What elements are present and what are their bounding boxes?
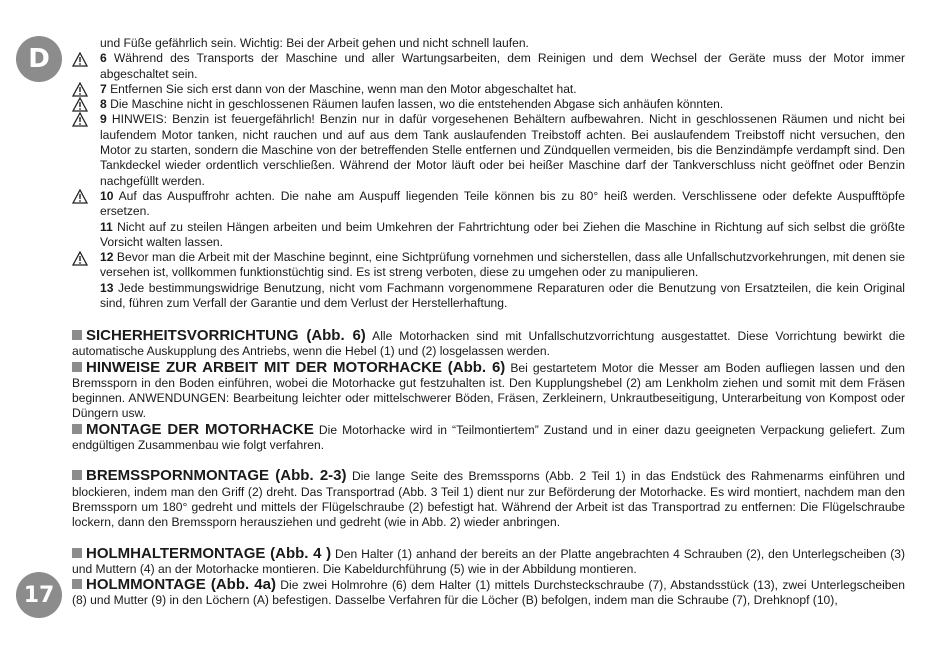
section-brake-spur-assembly: BREMSSPORNMONTAGE (Abb. 2-3) Die lange Seite des Bremssporns (Abb. 2 Teil 1) in das Endstück des Rahmenarms einführen und blockieren, indem man den Griff (2) dreht. Das Transportrad (Abb. 3 Teil 1) dient nur zur Beförderung der Motorhacke. Es wird montiert, nachdem man den Bremssporn um 180° gedreht und mittels der Flügelschraube (2) befestigt hat. Während der Arbeit ist das Transportrad zu entfernen: Die Flügelschraube lockern, dann den Bremssporn herausziehen und gedreht (wie in Abb. 2) wieder anbringen. xyxy=(72,467,905,530)
section-heading: BREMSSPORNMONTAGE (Abb. 2-3) xyxy=(86,467,347,485)
square-bullet-icon xyxy=(72,424,82,434)
square-bullet-icon xyxy=(72,548,82,558)
square-bullet-icon xyxy=(72,330,82,340)
safety-item-12: 12 Bevor man die Arbeit mit der Maschine beginnt, eine Sichtprüfung vornehmen und sicherstellen, dass alle Unfallschutzvorkehrungen, mit denen sie versehen ist, vollkommen funktionstüchtig sind. Es ist streng verboten, diese zu umgehen oder zu manipulieren. xyxy=(100,250,905,280)
warning-icon xyxy=(72,112,88,127)
warning-icon xyxy=(72,97,88,112)
section-heading: HOLMMONTAGE (Abb. 4a) xyxy=(86,576,276,594)
section-handle-assembly: HOLMMONTAGE (Abb. 4a) Die zwei Holmrohre (6) dem Halter (1) mittels Durchsteckschraube (7), Abstandsstück (13), zwei Unterlegscheiben (8) und Mutter (9) in den Löchern (A) befestigen. Dasselbe Verfahren für die Löcher (B) befolgen, indem man die Schraube (7), Drehknopf (10), xyxy=(72,576,905,608)
square-bullet-icon xyxy=(72,470,82,480)
safety-instructions xyxy=(100,36,905,311)
section-heading: HOLMHALTERMONTAGE (Abb. 4 ) xyxy=(86,544,332,562)
safety-item-13: 13 Jede bestimmungswidrige Benutzung, nicht vom Fachmann vorgenommene Reparaturen oder die Benutzung von Ersatzteilen, die kein Original sind, führen zum Verfall der Garantie und dem Verlust der Herstellerhaftung. xyxy=(100,280,905,311)
safety-item-11: 11 Nicht auf zu steilen Hängen arbeiten und beim Umkehren der Fahrtrichtung oder bei Ziehen die Maschine in Richtung auf sich selbst die größte Vorsicht walten lassen. xyxy=(100,219,905,249)
section-handle-holder-assembly: HOLMHALTERMONTAGE (Abb. 4 ) Den Halter (1) anhand der bereits an der Platte angebrachten 4 Schrauben (2), den Unterlegscheiben (3) und Muttern (4) an der Motorhacke montieren. Die Kabeldurchführung (5) wie in der Abbildung montieren. xyxy=(72,544,905,576)
section-heading: HINWEISE ZUR ARBEIT MIT DER MOTORHACKE (Abb. 6) xyxy=(86,358,506,376)
language-badge: D xyxy=(16,36,62,82)
section-safety-device: SICHERHEITSVORRICHTUNG (Abb. 6) Alle Motorhacken sind mit Unfallschutzvorrichtung ausgestattet. Diese Vorrichtung bewirkt die automatische Auskupplung des Antriebs, wenn die Hebel (1) und (2) losgelassen werden. xyxy=(72,327,905,359)
warning-icon xyxy=(72,52,88,67)
safety-item-9: 9 HINWEIS: Benzin ist feuergefährlich! Benzin nur in dafür vorgesehenen Behältern aufbewahren. Nicht in geschlossenen Räumen und nicht bei laufendem Motor tanken, nicht rauchen und auf aus dem Tank auslaufenden Treibstoff achten. Bei auslaufendem Treibstoff nicht versuchen, den Motor zu starten, sondern die Maschine von der betreffenden Stelle entfernen und Zündquellen vermeiden, bis die Benzindämpfe verdampft sind. Den Tankdeckel wieder ordentlich verschließen. Während der Motor läuft oder bei heißer Maschine darf der Tankverschluss nicht geöffnet oder Benzin nachgefüllt werden. xyxy=(100,112,905,188)
assembly-sections xyxy=(72,328,905,609)
safety-item-7: 7 Entfernen Sie sich erst dann von der Maschine, wenn man den Motor abgeschaltet hat. xyxy=(100,81,577,96)
safety-item-8: 8 Die Maschine nicht in geschlossenen Räumen laufen lassen, wo die entstehenden Abgase sich anhäufen könnten. xyxy=(100,97,724,112)
section-tiller-assembly: MONTAGE DER MOTORHACKE Die Motorhacke wird in “Teilmontiertem” Zustand und in einer dazu geeigneten Verpackung geliefert. Zum endgültigen Zusammenbau wie folgt verfahren. xyxy=(72,420,905,453)
square-bullet-icon xyxy=(72,362,82,372)
safety-item-6: 6 Während des Transports der Maschine und aller Wartungsarbeiten, dem Reinigen und dem Wechsel der Geräte muss der Motor immer abgeschaltet sein. xyxy=(100,51,905,81)
safety-item: und Füße gefährlich sein. Wichtig: Bei der Arbeit gehen und nicht schnell laufen. xyxy=(100,36,529,50)
warning-icon xyxy=(72,82,88,97)
section-heading: MONTAGE DER MOTORHACKE xyxy=(86,420,314,438)
safety-item-10: 10 Auf das Auspuffrohr achten. Die nahe am Auspuff liegenden Teile können bis zu 80° heiß werden. Verschlissene oder defekte Auspufftöpfe ersetzen. xyxy=(100,188,905,219)
square-bullet-icon xyxy=(72,579,82,589)
warning-icon xyxy=(72,251,88,266)
section-heading: SICHERHEITSVORRICHTUNG (Abb. 6) xyxy=(86,327,366,344)
section-work-notes: HINWEISE ZUR ARBEIT MIT DER MOTORHACKE (Abb. 6) Bei gestartetem Motor die Messer am Boden aufliegen lassen und den Bremssporn in den Boden einführen, wobei die Motorhacke gut festzuhalten ist. Den Kupplungshebel (2) am Lenkholm ziehen und somit mit dem Fräsen beginnen. ANWENDUNGEN: Bearbeitung leichter oder mittelschwerer Böden, Fräsen, Zerkleinern, Unkrautbeseitigung, Unterarbeitung von Kompost oder Düngern usw. xyxy=(72,358,906,421)
page-number-badge: 17 xyxy=(16,572,62,618)
warning-icon xyxy=(72,189,88,204)
